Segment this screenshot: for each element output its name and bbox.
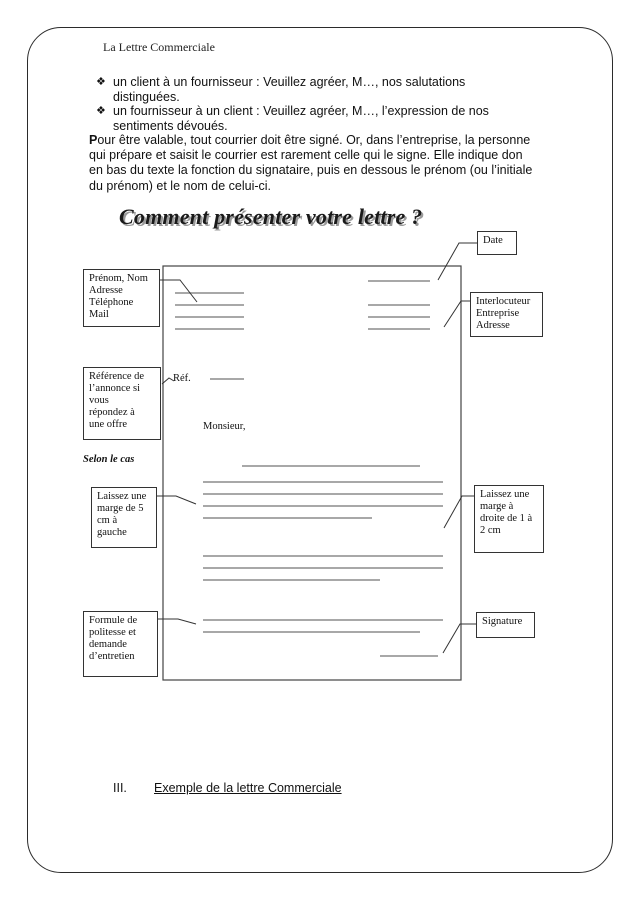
salutation-label: Monsieur, bbox=[203, 421, 246, 432]
selon-le-cas-label: Selon le cas bbox=[83, 454, 135, 465]
paragraph-line: du prénom) et le nom de celui-ci. bbox=[89, 178, 272, 193]
callout-date: Date bbox=[477, 231, 517, 255]
bullet-line: distinguées. bbox=[113, 90, 180, 104]
diamond-bullet-icon: ❖ bbox=[96, 105, 106, 117]
section-number: III. bbox=[113, 781, 127, 795]
paragraph-line: en bas du texte la fonction du signataire, puis en dessous le prénom (ou l’initiale bbox=[89, 163, 533, 178]
diamond-bullet-icon: ❖ bbox=[96, 76, 106, 88]
text-lines bbox=[175, 281, 443, 656]
page-header: La Lettre Commerciale bbox=[103, 40, 215, 54]
bullet-line: un fournisseur à un client : Veuillez agréer, M…, l’expression de nos bbox=[113, 104, 489, 118]
bullet-line: un client à un fournisseur : Veuillez agréer, M…, nos salutations bbox=[113, 75, 466, 89]
callout-signature: Signature bbox=[476, 612, 535, 638]
diagram-title: Comment présenter votre lettre ? bbox=[119, 204, 423, 229]
section-title: Exemple de la lettre Commerciale bbox=[154, 781, 342, 795]
callout-sender: Prénom, Nom Adresse Téléphone Mail bbox=[83, 269, 160, 327]
callout-recipient: Interlocuteur Entreprise Adresse bbox=[470, 292, 543, 337]
drop-letter: P bbox=[89, 133, 98, 147]
callout-left-margin: Laissez une marge de 5 cm à gauche bbox=[91, 487, 157, 548]
callout-reference: Référence de l’annonce si vous répondez à une offre bbox=[83, 367, 161, 440]
paragraph-line: Pour être valable, tout courrier doit être signé. Or, dans l’entreprise, la personne bbox=[89, 133, 531, 147]
bullet-line: sentiments dévoués. bbox=[113, 119, 228, 133]
callout-closing: Formule de politesse et demande d’entretien bbox=[83, 611, 158, 677]
callout-right-margin: Laissez une marge à droite de 1 à 2 cm bbox=[474, 485, 544, 553]
paragraph-line: qui prépare et saisit le courrier est rarement celle qui le signe. Elle indique don bbox=[89, 148, 523, 163]
ref-label: Réf. bbox=[173, 373, 191, 384]
